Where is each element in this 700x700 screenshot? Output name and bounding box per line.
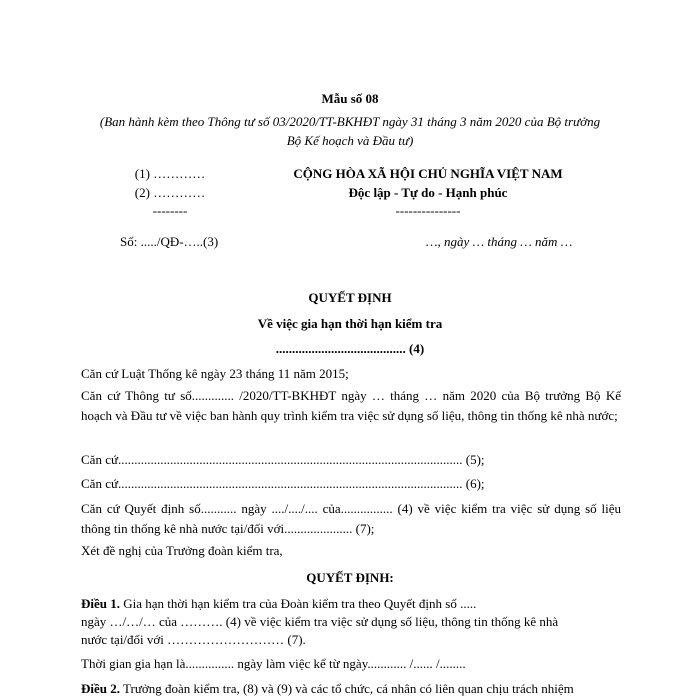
- national-title: CỘNG HÒA XÃ HỘI CHỦ NGHĨA VIỆT NAM: [293, 166, 563, 181]
- article-1-text: Gia hạn thời hạn kiểm tra của Đoàn kiểm tra theo Quyết định số .....: [120, 596, 477, 611]
- agency-rule: --------: [152, 203, 188, 218]
- agency-line1: (1) …………: [134, 166, 206, 181]
- extension-period: Thời gian gia hạn là............... ngày làm việc kể từ ngày............ /...... /........: [81, 656, 466, 671]
- article-1-label: Điều 1.: [81, 596, 120, 611]
- national-motto: Độc lập - Tự do - Hạnh phúc: [348, 185, 508, 200]
- decision-heading: QUYẾT ĐỊNH:: [306, 570, 394, 585]
- issuing-authority: ........................................ (4): [275, 341, 425, 356]
- article-1-line2: ngày …/…/… của ………. (4) về việc kiểm tra việc sử dụng số liệu, thông tin thống kê nhà: [81, 614, 559, 629]
- decision-number: Số: ...../QĐ-…..(3): [120, 234, 219, 249]
- agency-line2: (2) …………: [134, 185, 206, 200]
- legal-basis-4: Căn cứ.......................................................................................................... (6);: [81, 476, 485, 491]
- document-subject: Về việc gia hạn thời hạn kiểm tra: [257, 316, 443, 331]
- article-2-label: Điều 2.: [81, 681, 120, 696]
- issued-note-line2: Bộ Kế hoạch và Đầu tư): [286, 133, 414, 148]
- legal-basis-1: Căn cứ Luật Thống kê ngày 23 tháng 11 năm 2015;: [81, 366, 349, 381]
- article-1-line3: nước tại/đối với ……………………… (7).: [81, 632, 306, 647]
- article-2: [81, 681, 574, 697]
- date-place: …, ngày … tháng … năm …: [426, 234, 573, 249]
- legal-basis-3: Căn cứ.......................................................................................................... (5);: [81, 452, 485, 467]
- article-1: [81, 596, 476, 612]
- document-title: QUYẾT ĐỊNH: [308, 290, 392, 305]
- form-number: Mẫu số 08: [321, 91, 379, 106]
- legal-basis-5: Căn cứ Quyết định số........... ngày ..../..../.... của................ (4) về việc kiểm tra việc sử dụng số liệu thông tin thống kê nhà nước tại/đối với..................... (7);: [81, 501, 621, 536]
- article-2-text: Trưởng đoàn kiểm tra, (8) và (9) và các tổ chức, cá nhân có liên quan chịu trách nhiệm: [120, 681, 574, 696]
- national-rule: ---------------: [395, 203, 461, 218]
- issued-note-line1: (Ban hành kèm theo Thông tư số 03/2020/TT-BKHĐT ngày 31 tháng 3 năm 2020 của Bộ trưởng: [99, 114, 601, 129]
- legal-basis-2: Căn cứ Thông tư số............. /2020/TT-BKHĐT ngày … tháng … năm 2020 của Bộ trưởng Bộ Kế hoạch và Đầu tư về việc ban hành quy trình kiểm tra việc sử dụng số liệu, thông tin thống kê nhà nước;: [81, 388, 621, 423]
- proposal-line: Xét đề nghị của Trưởng đoàn kiểm tra,: [81, 543, 283, 558]
